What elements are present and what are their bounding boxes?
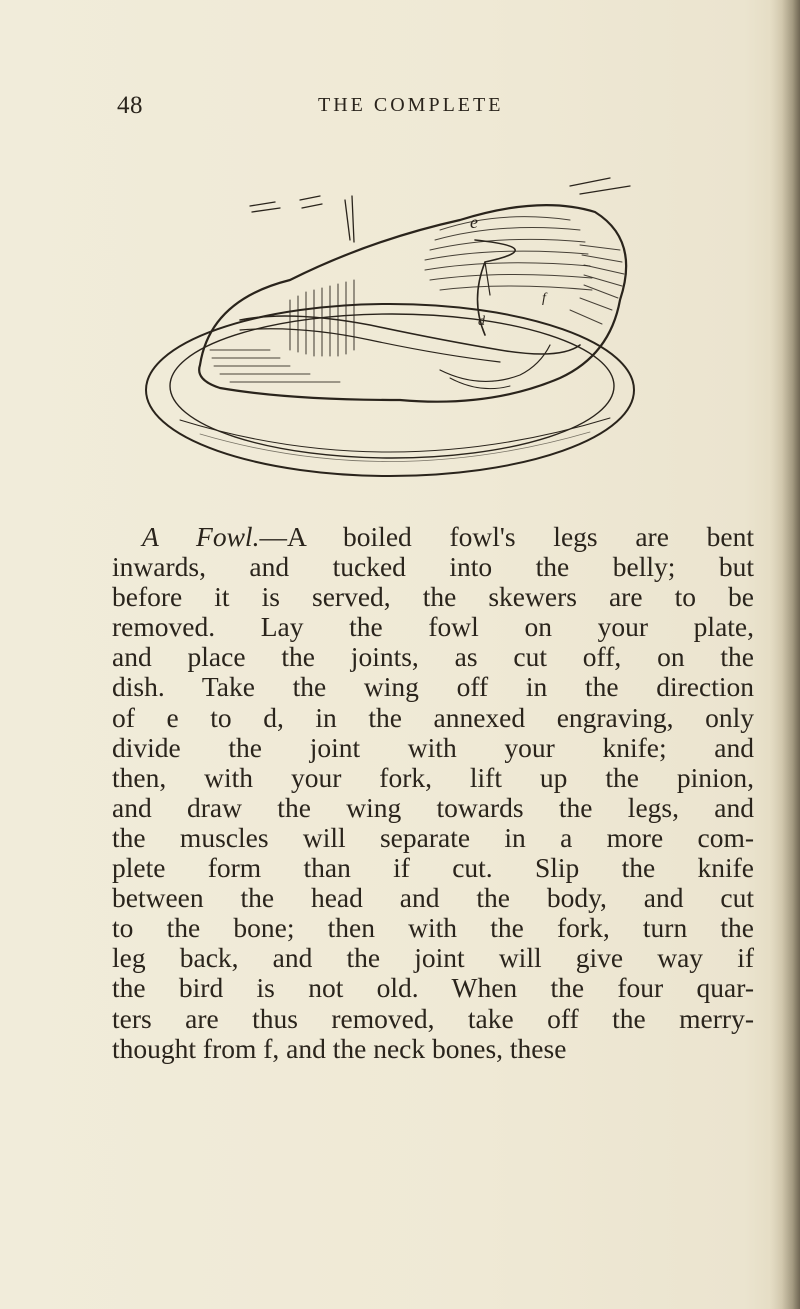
- lower-detail: [440, 345, 550, 381]
- text-line-5: and place the joints, as cut off, on the: [112, 642, 754, 673]
- text-line-7: of e to d, in the annexed engraving, only: [112, 702, 754, 733]
- text-line-14: to the bone; then with the fork, turn the: [112, 913, 754, 944]
- boiled-fowl-engraving: [140, 150, 675, 490]
- text-line-10: and draw the wing towards the legs, and: [112, 792, 754, 823]
- text-line-8: divide the joint with your knife; and: [112, 732, 754, 763]
- text-line-6: dish. Take the wing off in the direction: [112, 672, 754, 703]
- side-hatching: [570, 245, 624, 324]
- text-line-12: plete form than if cut. Slip the knife: [112, 853, 754, 884]
- text-line-3: before it is served, the skewers are to be: [112, 582, 754, 613]
- running-head: THE COMPLETE: [318, 94, 504, 116]
- body-text: [112, 522, 754, 1064]
- text-line-13: between the head and the body, and cut: [112, 883, 754, 914]
- caption-a-fowl: A Fowl.: [142, 522, 260, 552]
- breast-hatching: [425, 217, 592, 290]
- page-header: [0, 92, 800, 132]
- text-line-11: the muscles will separate in a more com-: [112, 822, 754, 853]
- text-line-2: inwards, and tucked into the belly; but: [112, 552, 754, 583]
- figure-letter-d: d: [478, 314, 485, 329]
- text-line-16: the bird is not old. When the four quar-: [112, 973, 754, 1004]
- text-line-9: then, with your fork, lift up the pinion,: [112, 762, 754, 793]
- text-line-1-rest: —A boiled fowl's legs are bent: [259, 522, 754, 552]
- platter-shadow: [180, 418, 610, 452]
- text-line-15: leg back, and the joint will give way if: [112, 943, 754, 974]
- skewer-marks: [250, 178, 630, 242]
- text-line-17: ters are thus removed, take off the merry-: [112, 1003, 754, 1034]
- page-edge-shadow: [770, 0, 800, 1309]
- text-line-4: removed. Lay the fowl on your plate,: [112, 612, 754, 643]
- page-number: 48: [117, 92, 143, 119]
- figure-letter-e: e: [470, 212, 478, 232]
- platter-inner-rim: [170, 314, 614, 458]
- figure-letter-f: f: [542, 291, 546, 306]
- text-line-18: thought from f, and the neck bones, these: [112, 1033, 567, 1064]
- text-line-1: [112, 522, 754, 552]
